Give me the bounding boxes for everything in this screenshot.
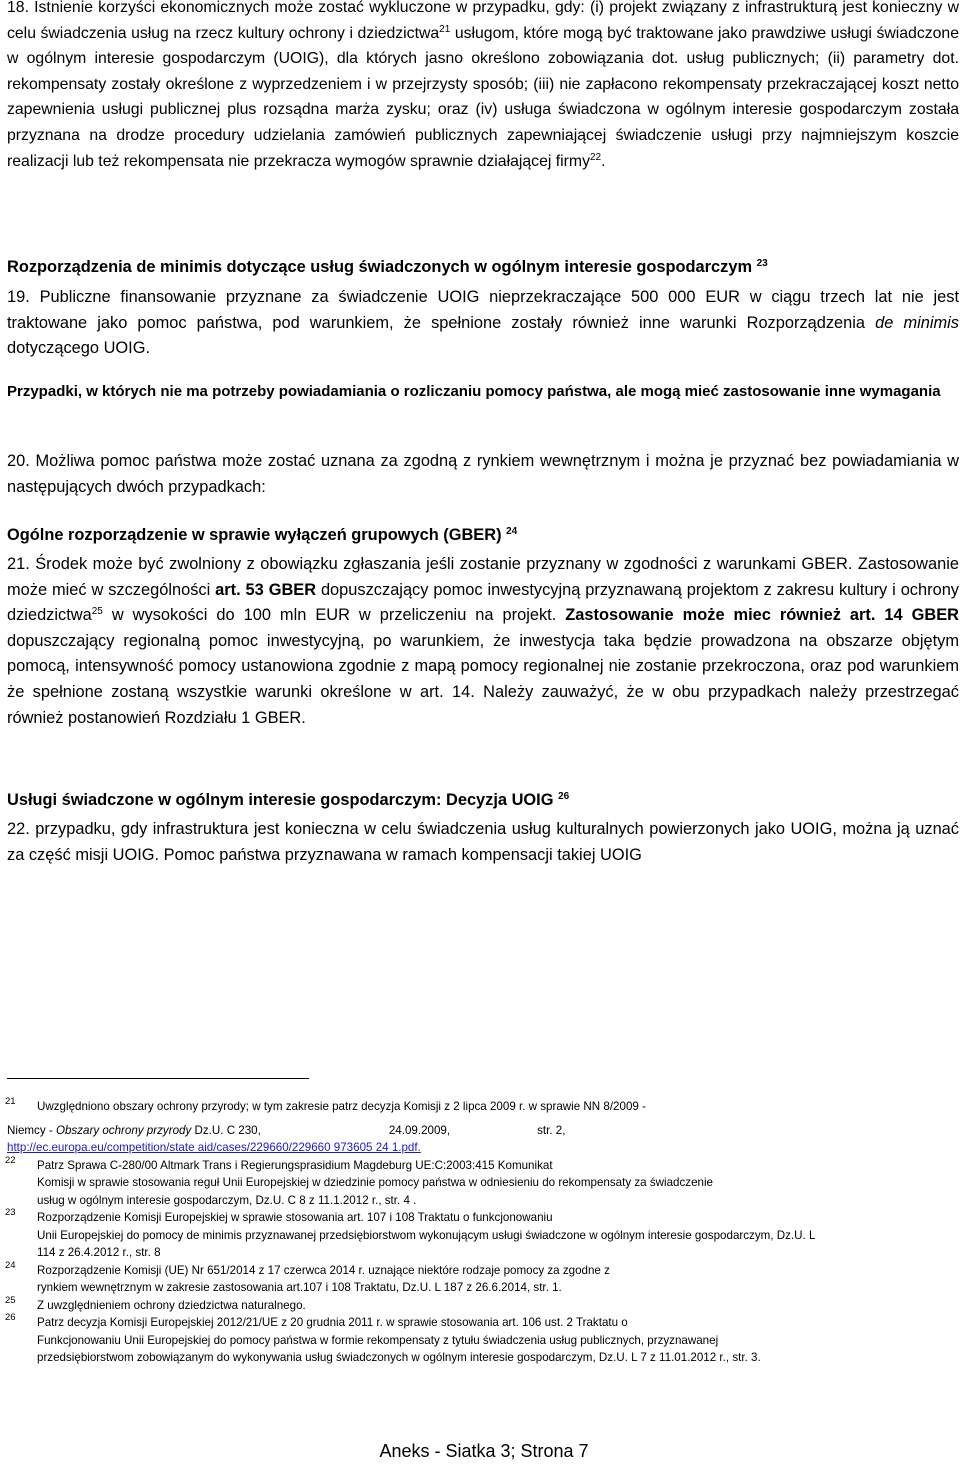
paragraph-18: 18. Istnienie korzyści ekonomicznych może zostać wykluczone w przypadku, gdy: (i) projekt związany z infrastrukturą jest konieczny w celu świadczenia usług na rzecz kultury ochrony i dziedzictwa$^{21}$ usługom, które mogą być traktowane jako prawdziwe usługi świadczone w ogólnym interesie gospodarczym (UOIG), dla których jasno określono zobowiązania dot. usług publicznych; (ii) parametry dot. rekompensaty zostały określone z wyprzedzeniem i w przejrzysty sposób; (iii) nie zapłacono rekompensaty przekraczającej koszt netto zapewnienia usługi publicznej plus rozsądna marża zysku; oraz (iv) usługa świadczona w ogólnym interesie gospodarczym została przyznana na drodze procedury udzielania zamówień publicznych zapewniającej świadczenie usługi przy najmniejszym koszcie realizacji lub też rekompensata nie przekracza wymogów sprawnie działającej firmy$^{22}$. (7, 0, 959, 170)
footnote-separator (7, 1078, 309, 1079)
paragraph-number: 18. (7, 0, 29, 16)
footnote-23: 23 Rozporządzenie Komisji Europejskiej w sprawie stosowania art. 107 i 108 Traktatu o funkcjonowaniu Unii Europejskiej do pomocy de minimis przyznawanej przedsiębiorstwom wykonującym usługi świadczone w ogólnym interesie gospodarczym, Dz.U. L 114 z 26.4.2012 r., str. 8 (0, 1209, 960, 1262)
paragraph-21: 21. Środek może być zwolniony z obowiązku zgłaszania jeśli zostanie przyznany w zgodności z warunkami GBER. Zastosowanie może mieć w szczególności art. 53 GBER dopuszczający pomoc inwestycyjną przyznawaną projektom z zakresu kultury i ochrony dziedzictwa$^{25}$ w wysokości do 100 mln EUR w przeliczeniu na projekt. Zastosowanie może miec również art. 14 GBER dopuszczający regionalną pomoc inwestycyjną, po warunkiem, że inwestycja taka będzie prowadzona na obszarze objętym pomocą, intensywność pomocy ustanowiona zgodnie z mapą pomocy regionalnej nie zostanie przekroczona, oraz pod warunkiem że spełnione zostaną wszystkie warunki określone w art. 14. Należy zauważyć, że w obu przypadkach należy przestrzegać również postanowień Rozdziału 1 GBER. (7, 555, 959, 727)
footnote-number: 22 (5, 1154, 16, 1166)
page-number-label: Aneks - Siatka 3; Strona 7 (379, 1441, 589, 1461)
footnote-number: 21 (5, 1096, 16, 1107)
paragraph-19: 19. Publiczne finansowanie przyznane za świadczenie UOIG nieprzekraczające 500 000 EUR w ciągu trzech lat nie jest traktowane jako pomoc państwa, pod warunkiem, że spełnione zostały również inne warunki Rozporządzenia de minimis dotyczącego UOIG. (7, 288, 959, 358)
footnote-22: 22 Patrz Sprawa C-280/00 Altmark Trans i Regierungsprasidium Magdeburg UE:C:2003:415 Komunikat Komisji w sprawie stosowania reguł Unii Europejskiej w dziedzinie pomocy państwa w odniesieniu do rekompensaty za świadczenie usług w ogólnym interesie gospodarczym, Dz.U. C 8 z 11.1.2012 r., str. 4 . (0, 1157, 960, 1210)
footnote-ref-21[interactable]: 21 (439, 23, 451, 35)
page-footer (0, 1441, 960, 1462)
footnotes (0, 1098, 960, 1367)
footnote-26: 26 Patrz decyzja Komisji Europejskiej 2012/21/UE z 20 grudnia 2011 r. w sprawie stosowania art. 106 ust. 2 Traktatu o Funkcjonowaniu Unii Europejskiej do pomocy państwa w formie rekompensaty z tytułu świadczenia usług publicznych, przyznawanej przedsiębiorstwom zobowiązanym do wykonywania usług świadczonych w ogólnym interesie gospodarczym, Dz.U. L 7 z 11.01.2012 r., str. 3. (0, 1314, 960, 1367)
section-heading-gber: Ogólne rozporządzenie w sprawie wyłączeń grupowych (GBER) $^{24}$ (7, 526, 518, 544)
footnote-24: 24 Rozporządzenie Komisji (UE) Nr 651/2014 z 17 czerwca 2014 r. uznające niektóre rodzaje pomocy za zgodne z rynkiem wewnętrznym w zakresie zastosowania art.107 i 108 Traktatu, Dz.U. L 187 z 26.6.2014, str. 1. (0, 1262, 960, 1297)
footnote-number: 25 (5, 1294, 16, 1306)
paragraph-22: 22. przypadku, gdy infrastruktura jest konieczna w celu świadczenia usług kulturalnych powierzonych jako UOIG, można ją uznać za część misji UOIG. Pomoc państwa przyznawana w ramach kompensacji takiej UOIG (7, 820, 959, 864)
section-heading-uoig: Usługi świadczone w ogólnym interesie gospodarczym: Decyzja UOIG $^{26}$ (7, 791, 570, 809)
footnote-number: 24 (5, 1259, 16, 1271)
footnote-number: 23 (5, 1207, 16, 1218)
paragraph-20: 20. Możliwa pomoc państwa może zostać uznana za zgodną z rynkiem wewnętrznym i można je przyznać bez powiadamiania w następujących dwóch przypadkach: (7, 452, 959, 496)
footnote-number: 26 (5, 1312, 16, 1323)
section-heading-cases: Przypadki, w których nie ma potrzeby powiadamiania o rozliczaniu pomocy państwa, ale mogą mieć zastosowanie inne wymagania (7, 383, 941, 400)
footnote-25: 25 Z uwzględnieniem ochrony dziedzictwa naturalnego. (0, 1297, 960, 1315)
footnote-ref-22[interactable]: 22 (589, 151, 602, 163)
footnote-link[interactable]: http://ec.europa.eu/competition/state aid/cases/229660/229660 973605 24 1.pdf. (7, 1141, 421, 1154)
paragraph-text: usługom, które mogą być traktowane jako prawdziwe usługi świadczone w ogólnym interesie gospodarczym (UOIG), dla których jasno określono zobowiązania dot. usług publicznych; (ii) parametry dot. rekompensaty zostały określone z wyprzedzeniem i w przejrzysty sposób; (iii) nie zapłacono rekompensaty przekraczającej koszt netto zapewnienia usługi publicznej plus rozsądna marża zysku; oraz (iv) usługa świadczona w ogólnym interesie gospodarczym została przyznana na drodze procedury udzielania zamówień publicznych zapewniającej świadczenie usługi przy najmniejszym koszcie realizacji lub też rekompensata nie przekracza wymogów sprawnie działającej firmy (7, 24, 959, 170)
footnote-ref-25[interactable]: 25 (91, 606, 103, 618)
section-heading-deminimis: Rozporządzenia de minimis dotyczące usług świadczonych w ogólnym interesie gospodarczym $^{23}$ (7, 258, 768, 276)
paragraph-text: Istnienie korzyści ekonomicznych może zostać wykluczone w przypadku, gdy: (i) projekt związany z infrastrukturą jest konieczny w celu świadczenia usług na rzecz kultury ochrony i dziedzictwa (7, 0, 959, 42)
footnote-ref-26[interactable]: 26 (558, 791, 570, 802)
footnote-21: 21 Uwzględniono obszary ochrony przyrody; w tym zakresie patrz decyzja Komisji z 2 lipca 2009 r. w sprawie NN 8/2009 - Niemcy - Obszary ochrony przyrody Dz.U. C 230, 24.09.2009, str. 2, http://ec.europa.eu/competition/state aid/cases/229660/229660 973605 24 1.pdf. (0, 1098, 960, 1157)
footnote-ref-23[interactable]: 23 (756, 258, 768, 269)
footnote-ref-24[interactable]: 24 (506, 526, 518, 537)
